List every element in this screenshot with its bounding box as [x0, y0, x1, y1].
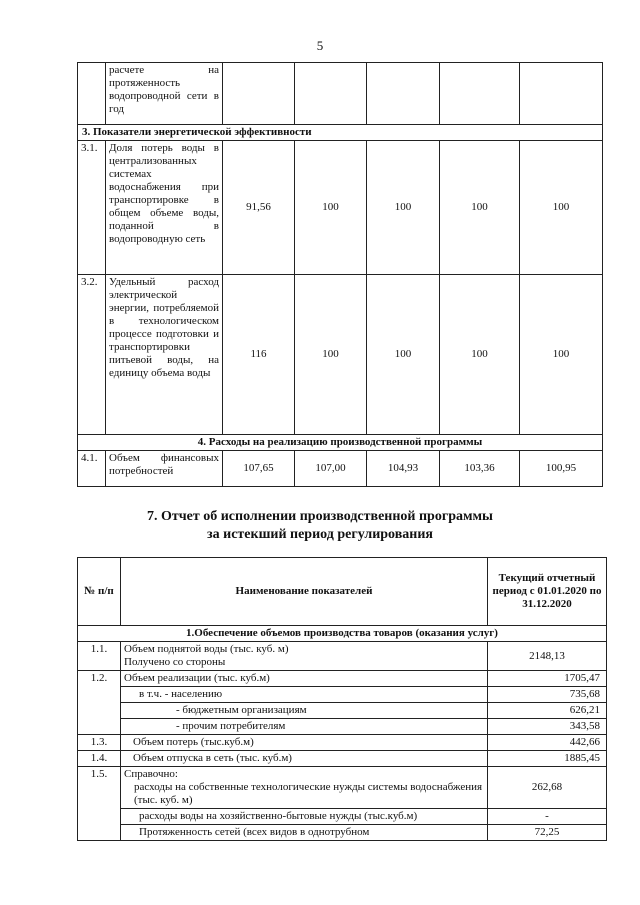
value-cell: 100 [295, 275, 367, 435]
table-row [78, 767, 607, 809]
table-row [78, 671, 607, 687]
indicator-line: расходы на собственные технологические нужды системы водоснабжения (тыс. куб. м) [134, 781, 483, 806]
value-cell: 262,68 [488, 767, 607, 809]
value-cell: 100 [520, 141, 603, 275]
page-number: 5 [316, 38, 324, 53]
value-cell: 91,56 [223, 141, 295, 275]
indicator-name: Объем реализации (тыс. куб.м) [121, 671, 488, 687]
table-row [78, 735, 607, 751]
header-number: № п/п [78, 558, 121, 626]
row-number: 1.5. [78, 767, 121, 841]
row-number: 1.1. [78, 642, 121, 671]
header-name: Наименование показателей [121, 558, 488, 626]
value-cell: 1705,47 [488, 671, 607, 687]
row-number: 1.3. [78, 735, 121, 751]
table-header [78, 558, 607, 626]
indicators-table-continued [77, 62, 603, 487]
section-row [78, 626, 607, 642]
value-cell: 100 [367, 141, 440, 275]
section-title: 1.Обеспечение объемов производства товаров (оказания услуг) [78, 626, 607, 642]
heading-line-1: 7. Отчет об исполнении производственной программы [146, 509, 493, 524]
indicator-name: Протяженность сетей (всех видов в однотрубном [121, 825, 488, 841]
indicator-name: расходы воды на хозяйственно-бытовые нужды (тыс.куб.м) [121, 809, 488, 825]
table-row [78, 751, 607, 767]
indicator-line: Получено со стороны [124, 656, 226, 668]
table-row [78, 451, 603, 487]
value-cell: 100 [295, 141, 367, 275]
value-cell: 100,95 [520, 451, 603, 487]
indicator-name: Объем финансовых потребностей [106, 451, 223, 487]
row-number: 4.1. [78, 451, 106, 487]
value-cell: 116 [223, 275, 295, 435]
value-cell: - [488, 809, 607, 825]
heading-line-2: за истекший период регулирования [207, 527, 433, 542]
row-number: 1.2. [78, 671, 121, 735]
indicator-line: Справочно: [124, 768, 178, 780]
value-cell: 100 [520, 275, 603, 435]
value-cell: 104,93 [367, 451, 440, 487]
table-row [78, 63, 603, 125]
value-cell: 107,00 [295, 451, 367, 487]
indicator-name: - прочим потребителям [121, 719, 488, 735]
value-cell: 2148,13 [488, 642, 607, 671]
program-report-table [77, 557, 607, 841]
table-row [78, 825, 607, 841]
table-row [78, 642, 607, 671]
indicator-name: Объем отпуска в сеть (тыс. куб.м) [121, 751, 488, 767]
indicator-name [121, 642, 488, 671]
indicator-name: расчете на протяженность водопроводной сети в год [106, 63, 223, 125]
value-cell: 107,65 [223, 451, 295, 487]
section-title: 4. Расходы на реализацию производственной программы [78, 435, 603, 451]
value-cell: 100 [440, 141, 520, 275]
value-cell: 100 [440, 275, 520, 435]
table-row [78, 687, 607, 703]
value-cell: 103,36 [440, 451, 520, 487]
table-row [78, 141, 603, 275]
header-period: Текущий отчетный период с 01.01.2020 по 31.12.2020 [488, 558, 607, 626]
indicator-name: Доля потерь воды в централизованных системах водоснабжения при транспортировке в общем объеме воды, поданной в водопроводную сеть [106, 141, 223, 275]
value-cell: 100 [367, 275, 440, 435]
section-title: 3. Показатели энергетической эффективности [78, 125, 603, 141]
indicator-line: Объем поднятой воды (тыс. куб. м) [124, 643, 289, 655]
table-row [78, 809, 607, 825]
section-heading [0, 508, 640, 544]
value-cell: 72,25 [488, 825, 607, 841]
indicator-name: Объем потерь (тыс.куб.м) [121, 735, 488, 751]
section-row [78, 125, 603, 141]
row-number: 3.2. [78, 275, 106, 435]
indicator-name: Удельный расход электрической энергии, потребляемой в технологическом процессе подготовки и транспортировки питьевой воды, на единицу объема воды [106, 275, 223, 435]
table-row [78, 703, 607, 719]
table-row [78, 275, 603, 435]
row-number: 3.1. [78, 141, 106, 275]
indicator-name: в т.ч. - населению [121, 687, 488, 703]
value-cell: 343,58 [488, 719, 607, 735]
indicator-name [121, 767, 488, 809]
row-number: 1.4. [78, 751, 121, 767]
table-row [78, 719, 607, 735]
section-row [78, 435, 603, 451]
value-cell: 735,68 [488, 687, 607, 703]
value-cell: 442,66 [488, 735, 607, 751]
value-cell: 626,21 [488, 703, 607, 719]
indicator-name: - бюджетным организациям [121, 703, 488, 719]
value-cell: 1885,45 [488, 751, 607, 767]
